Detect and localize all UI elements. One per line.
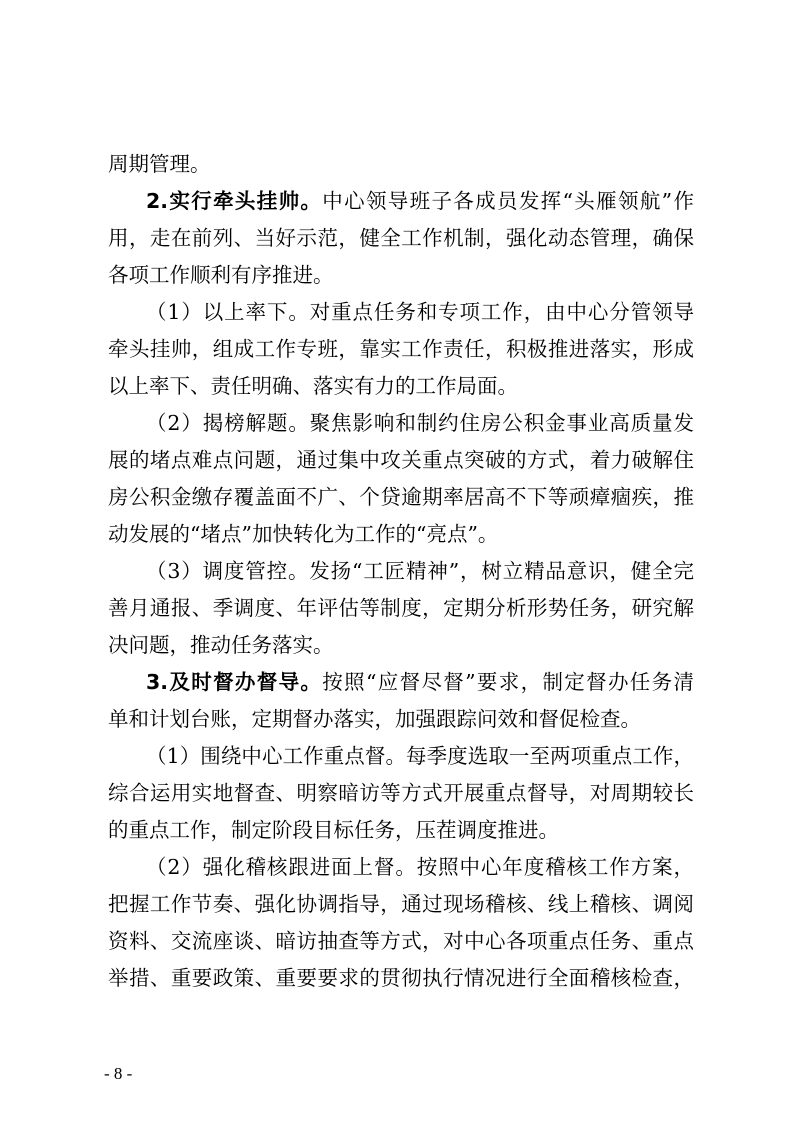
paragraph-line: 各项工作顺利有序推进。 — [108, 263, 334, 287]
section-2-heading: 2.实行牵头挂帅。 — [146, 189, 323, 213]
paragraph-line: （2）强化稽核跟进面上督。按照中心年度稽核工作方案， — [146, 855, 694, 879]
paragraph-line: 决问题，推动任务落实。 — [108, 633, 334, 657]
paragraph-line: 的重点工作，制定阶段目标任务，压茬调度推进。 — [108, 818, 559, 842]
page-number: - 8 - — [104, 1064, 133, 1083]
paragraph-line: 展的堵点难点问题，通过集中攻关重点突破的方式，着力破解住 — [108, 448, 694, 472]
paragraph-line: 善月通报、季调度、年评估等制度，定期分析形势任务，研究解 — [108, 596, 694, 620]
paragraph-line: 房公积金缴存覆盖面不广、个贷逾期率居高不下等顽瘴痼疾，推 — [108, 485, 694, 509]
paragraph-line: （1）围绕中心工作重点督。每季度选取一至两项重点工作， — [146, 744, 694, 768]
paragraph-line: 把握工作节奏、强化协调指导，通过现场稽核、线上稽核、调阅 — [108, 892, 694, 916]
paragraph-line: （2）揭榜解题。聚焦影响和制约住房公积金事业高质量发 — [146, 411, 694, 435]
paragraph-line: 用，走在前列、当好示范，健全工作机制，强化动态管理，确保 — [108, 226, 694, 250]
paragraph-line: 周期管理。 — [108, 152, 211, 176]
paragraph-line: （1）以上率下。对重点任务和专项工作，由中心分管领导 — [146, 300, 694, 324]
paragraph-line: 动发展的“堵点”加快转化为工作的“亮点”。 — [108, 522, 499, 546]
section-3-heading-line: 3.及时督办督导。按照“应督尽督”要求，制定督办任务清 — [146, 670, 694, 694]
paragraph-line: 以上率下、责任明确、落实有力的工作局面。 — [108, 374, 518, 398]
paragraph-line: （3）调度管控。发扬“工匠精神”，树立精品意识，健全完 — [146, 559, 694, 583]
paragraph-line: 牵头挂帅，组成工作专班，靠实工作责任，积极推进落实，形成 — [108, 337, 694, 361]
paragraph-line: 单和计划台账，定期督办落实，加强跟踪问效和督促检查。 — [108, 707, 641, 731]
section-3-heading: 3.及时督办督导。 — [146, 670, 323, 694]
section-2-heading-line: 2.实行牵头挂帅。中心领导班子各成员发挥“头雁领航”作 — [146, 189, 694, 213]
paragraph-line: 举措、重要政策、重要要求的贯彻执行情况进行全面稽核检查， — [108, 966, 694, 990]
paragraph-line: 资料、交流座谈、暗访抽查等方式，对中心各项重点任务、重点 — [108, 929, 694, 953]
paragraph-line: 综合运用实地督查、明察暗访等方式开展重点督导，对周期较长 — [108, 781, 694, 805]
